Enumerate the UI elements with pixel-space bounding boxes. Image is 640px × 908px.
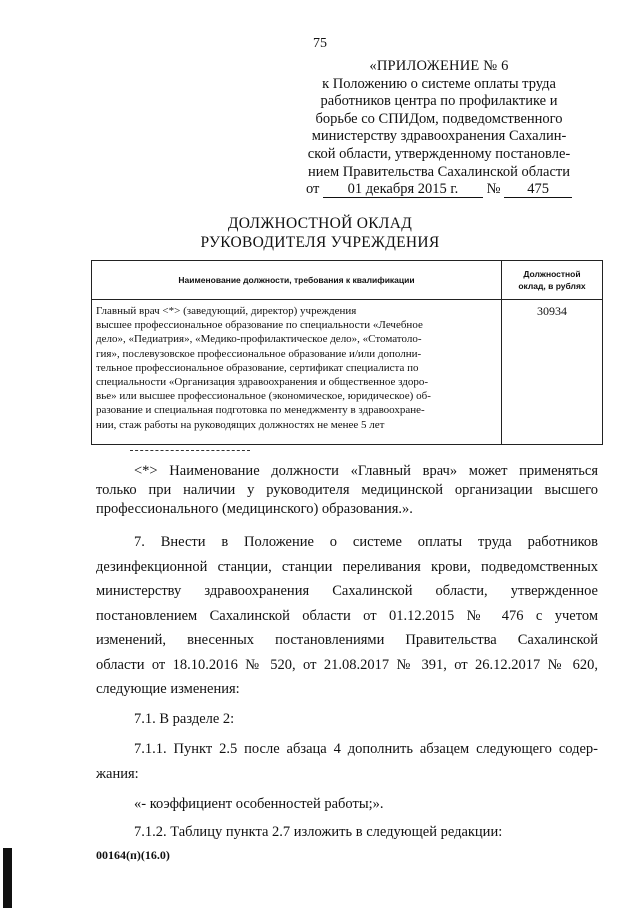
quote-line (96, 792, 598, 817)
appendix-title: «ПРИЛОЖЕНИЕ № 6 (369, 58, 509, 74)
requirement-line: гия», послевузовское профессиональное образование и/или дополни- (96, 347, 422, 360)
appendix-date-line (280, 181, 598, 199)
header-salary (502, 261, 603, 300)
document-title (0, 214, 640, 252)
requirement-line: тельное профессиональное образование, сертификат специалиста по (96, 361, 419, 374)
header-salary-line-1: Должностной (523, 269, 581, 279)
footnote-line: только при наличии у руководителя медицинской организации высшего (96, 482, 598, 498)
appendix-line: борьбе со СПИДом, подведомственного (315, 110, 563, 127)
paragraph-line: 7. Внести в Положение о системе оплаты труда работников (134, 534, 598, 550)
appendix-header (280, 58, 598, 199)
item-7-1-1-line: 7.1.1. Пункт 2.5 после абзаца 4 дополнить абзацем следующего содер- (134, 741, 598, 757)
number-prefix: № (486, 181, 501, 198)
scan-edge-mark (3, 848, 12, 908)
paragraph-line: следующие изменения: (96, 681, 240, 697)
footer-code: 00164(п)(16.0) (96, 848, 170, 862)
paragraph-line: постановлением Сахалинской области от 01.12.2015 № 476 с учетом (96, 607, 598, 624)
salary-value: 30934 (502, 300, 603, 445)
table-row (92, 300, 603, 445)
title-line-1: ДОЛЖНОСТНОЙ ОКЛАД (227, 215, 413, 232)
position-requirements (92, 300, 502, 445)
appendix-line: работников центра по профилактике и (320, 93, 558, 110)
header-position: Наименование должности, требования к квалификации (92, 261, 502, 300)
header-salary-line-2: оклад, в рублях (518, 281, 586, 291)
requirement-line: разование и специальная подготовка по менеджменту в здравоохране- (96, 404, 425, 417)
appendix-line: министерству здравоохранения Сахалин- (311, 128, 567, 145)
quote-text: «- коэффициент особенностей работы;». (134, 796, 384, 812)
item-7-1-1 (96, 737, 598, 786)
date-value: 01 декабря 2015 г. (323, 181, 483, 198)
item-7-1-2 (96, 820, 598, 845)
date-prefix: от (305, 181, 320, 198)
appendix-line: нием Правительства Сахалинской области (308, 163, 570, 180)
number-value: 475 (504, 181, 572, 198)
requirement-line: высшее профессиональное образование по специальности «Лечебное (96, 319, 423, 332)
item-7-1-2-text: 7.1.2. Таблицу пункта 2.7 изложить в следующей редакции: (134, 824, 503, 840)
page-number: 75 (313, 36, 327, 51)
paragraph-line: изменений, внесенных постановлениями Правительства Сахалинской (96, 632, 598, 648)
item-7-1 (96, 707, 598, 732)
footnote-divider (130, 450, 250, 451)
requirement-line: Главный врач <*> (заведующий, директор) учреждения (96, 305, 357, 317)
paragraph-7 (96, 530, 598, 702)
paragraph-line: области от 18.10.2016 № 520, от 21.08.2017 № 391, от 26.12.2017 № 620, (96, 656, 598, 673)
footnote-line: <*> Наименование должности «Главный врач» может применяться (134, 463, 598, 479)
footnote (96, 462, 598, 519)
requirement-line: дело», «Педиатрия», «Медико-профилактическое дело», «Стоматоло- (96, 333, 422, 346)
title-line-2: РУКОВОДИТЕЛЯ УЧРЕЖДЕНИЯ (200, 234, 440, 251)
paragraph-line: министерству здравоохранения Сахалинской области, утвержденное (96, 583, 598, 599)
table-header-row (92, 261, 603, 300)
requirement-line: вье» или высшее профессиональное (экономическое, юридическое) об- (96, 390, 431, 403)
paragraph-line: дезинфекционной станции, станции переливания крови, подведомственных (96, 558, 598, 575)
item-7-1-1-line: жания: (96, 765, 139, 782)
appendix-line: ской области, утвержденному постановле- (307, 145, 571, 162)
salary-table (91, 260, 603, 445)
requirement-line: специальности «Организация здравоохранения и общественное здоро- (96, 376, 429, 389)
requirement-line: нии, стаж работы на руководящих должностях не менее 5 лет (96, 418, 385, 431)
footnote-line: профессионального (медицинского) образования.». (96, 501, 413, 517)
item-7-1-text: 7.1. В разделе 2: (134, 711, 235, 727)
appendix-line: к Положению о системе оплаты труда (322, 75, 556, 92)
